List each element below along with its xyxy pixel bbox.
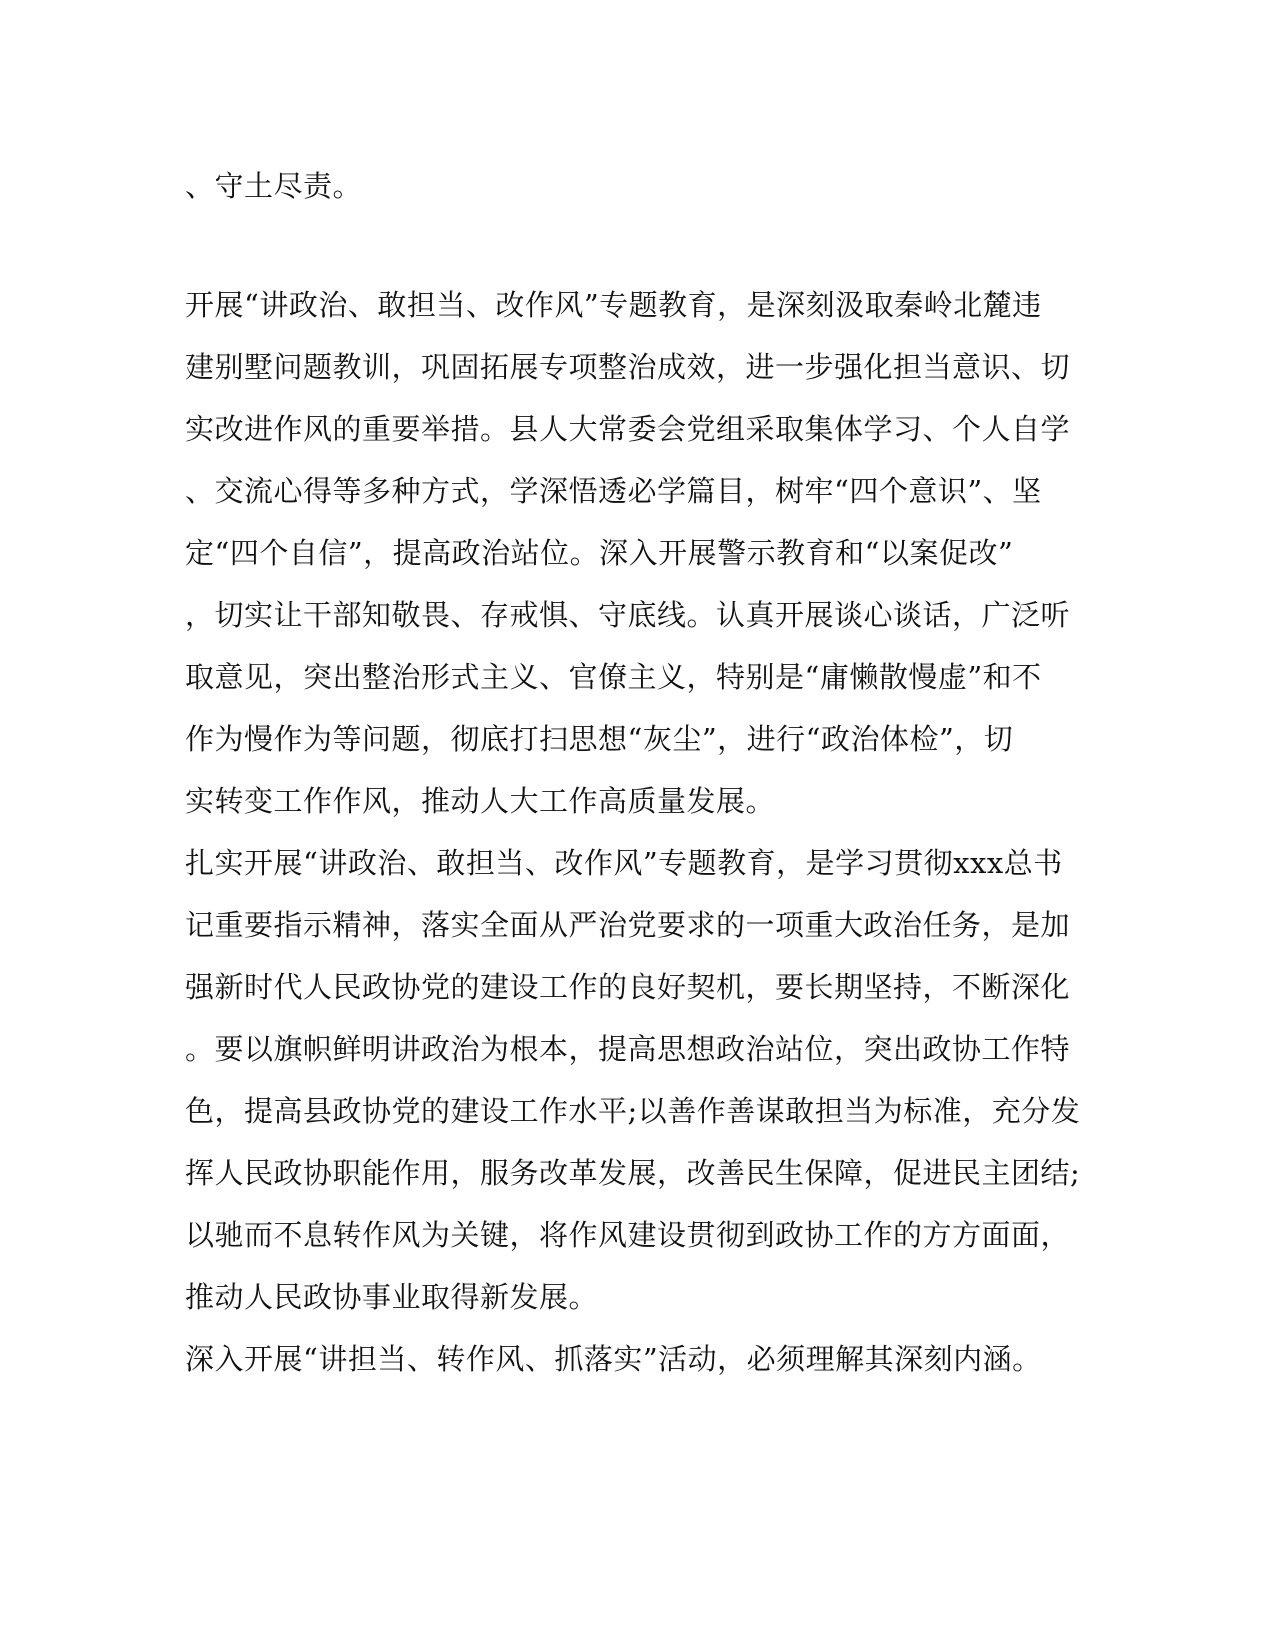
text-line: 扎实开展“讲政治、敢担当、改作风”专题教育，是学习贯彻xxx总书 bbox=[185, 846, 1063, 880]
text-line: 建别墅问题教训，巩固拓展专项整治成效，进一步强化担当意识、切 bbox=[185, 350, 1071, 384]
text-line: 色，提高县政协党的建设工作水平;以善作善谋敢担当为标准，充分发 bbox=[185, 1094, 1081, 1128]
text-line: 深入开展“讲担当、转作风、抓落实”活动，必须理解其深刻内涵。 bbox=[185, 1342, 1042, 1376]
text-line: 、交流心得等多种方式，学深悟透必学篇目，树牢“四个意识”、坚 bbox=[185, 474, 1042, 508]
text-line: 取意见，突出整治形式主义、官僚主义，特别是“庸懒散慢虚”和不 bbox=[185, 660, 1042, 694]
text-line: 挥人民政协职能作用，服务改革发展，改善民生保障，促进民主团结; bbox=[185, 1156, 1081, 1190]
text-line: 推动人民政协事业取得新发展。 bbox=[185, 1280, 599, 1314]
text-line: 。要以旗帜鲜明讲政治为根本，提高思想政治站位，突出政协工作特 bbox=[185, 1032, 1071, 1066]
text-line: 实转变工作作风，推动人大工作高质量发展。 bbox=[185, 784, 776, 818]
text-line: ，切实让干部知敬畏、存戒惧、守底线。认真开展谈心谈话，广泛听 bbox=[185, 598, 1071, 632]
text-line: 实改进作风的重要举措。县人大常委会党组采取集体学习、个人自学 bbox=[185, 412, 1071, 446]
text-line: 记重要指示精神，落实全面从严治党要求的一项重大政治任务，是加 bbox=[185, 908, 1071, 942]
text-line: 以驰而不息转作风为关键，将作风建设贯彻到政协工作的方方面面， bbox=[185, 1218, 1071, 1252]
text-line: 开展“讲政治、敢担当、改作风”专题教育，是深刻汲取秦岭北麓违 bbox=[185, 288, 1042, 322]
text-line: 定“四个自信”，提高政治站位。深入开展警示教育和“以案促改” bbox=[185, 536, 1014, 570]
text-line: 、守土尽责。 bbox=[185, 169, 363, 203]
text-line: 作为慢作为等问题，彻底打扫思想“灰尘”，进行“政治体检”，切 bbox=[185, 722, 1014, 756]
text-line: 强新时代人民政协党的建设工作的良好契机，要长期坚持，不断深化 bbox=[185, 970, 1071, 1004]
